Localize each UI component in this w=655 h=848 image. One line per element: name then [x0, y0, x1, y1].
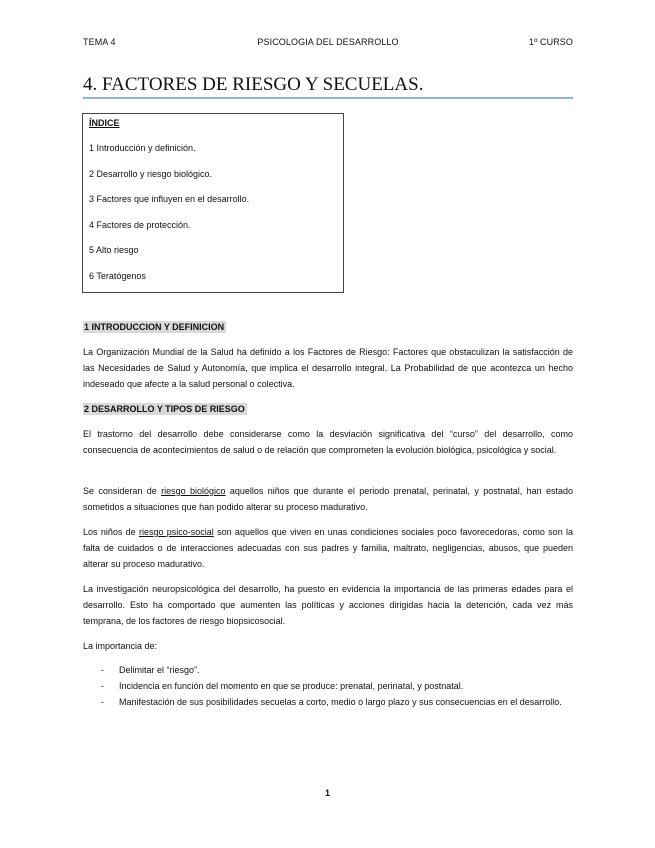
list-dash: - — [101, 665, 104, 675]
list-item-text: Manifestación de sus posibilidades secuelas a corto, medio o largo plazo y sus consecuencias en el desarrollo. — [119, 697, 562, 707]
toc-item-4: 4 Factores de protección. — [89, 220, 191, 230]
table-of-contents — [82, 113, 344, 293]
importance-list — [83, 662, 573, 710]
list-item-text: Delimitar el “riesgo”. — [119, 665, 200, 675]
text-segment: Los niños de — [83, 527, 139, 537]
section-heading-introduction: 1 INTRODUCCION Y DEFINICION — [84, 322, 225, 332]
toc-item-1: 1 Introducción y definición. — [89, 143, 196, 153]
toc-item-3: 3 Factores que influyen en el desarrollo. — [89, 194, 250, 204]
paragraph-biological-risk — [83, 483, 573, 515]
term-psychosocial-risk: riesgo psico-social — [138, 527, 214, 537]
list-item — [83, 678, 573, 694]
header-topic: TEMA 4 — [83, 37, 116, 47]
text-segment: Se consideran de — [83, 486, 162, 496]
toc-item-2: 2 Desarrollo y riesgo biológico. — [89, 169, 213, 179]
list-item-text: Incidencia en función del momento en que se produce: prenatal, perinatal, y postnatal. — [119, 681, 464, 691]
paragraph-development-disorder: El trastorno del desarrollo debe considerarse como la desviación significativa del “curso” del desarrollo, como consecuencia de acontecimientos de salud o de relación que comprometen la evolución biológica, psicológica y social. — [83, 429, 573, 455]
page-header — [83, 37, 573, 51]
title-underline-rule — [83, 97, 573, 99]
toc-heading: ÍNDICE — [89, 118, 120, 128]
section-heading-risk-types: 2 DESARROLLO Y TIPOS DE RIESGO — [84, 404, 245, 414]
term-biological-risk: riesgo biológico — [161, 486, 226, 496]
list-dash: - — [101, 681, 104, 691]
list-item — [83, 694, 573, 710]
header-subject: PSICOLOGIA DEL DESARROLLO — [257, 37, 399, 47]
header-course: 1º CURSO — [528, 37, 573, 47]
text-segment: aquellos niños que durante el periodo prenatal, perinatal, y postnatal, han estado sometidos a situaciones que han podido alterar su proceso madurativo. — [83, 486, 574, 512]
paragraph-importance-intro: La importancia de: — [83, 641, 158, 651]
text-segment: son aquellos que viven en unas condiciones sociales poco favorecedoras, como son la falta de cuidados o de interacciones adecuadas con sus padres y familia, maltrato, negligencias, abusos, que pueden alterar su proceso madurativo. — [83, 527, 574, 569]
document-title: 4. FACTORES DE RIESGO Y SECUELAS. — [83, 74, 424, 95]
toc-item-5: 5 Alto riesgo — [89, 245, 139, 255]
toc-item-6: 6 Teratógenos — [89, 271, 146, 281]
paragraph-oms-definition: La Organización Mundial de la Salud ha definido a los Factores de Riesgo: Factores que obstaculizan la satisfacción de las Necesidades de Salud y Autonomía, que implica el desarrollo integral. La Probabilidad de que acontezca un hecho indeseado que afecte a la salud personal o colectiva. — [83, 347, 573, 389]
list-item — [83, 662, 573, 678]
list-dash: - — [101, 697, 104, 707]
paragraph-neuropsychological-research: La investigación neuropsicológica del desarrollo, ha puesto en evidencia la importancia de las primeras edades para el desarrollo. Esto ha comportado que aumenten las políticas y acciones dirigidas hacia la detención, cada vez más temprana, de los factores de riesgo biopsicosocial. — [83, 584, 573, 626]
page-number: 1 — [324, 788, 330, 798]
paragraph-psychosocial-risk — [83, 524, 573, 572]
